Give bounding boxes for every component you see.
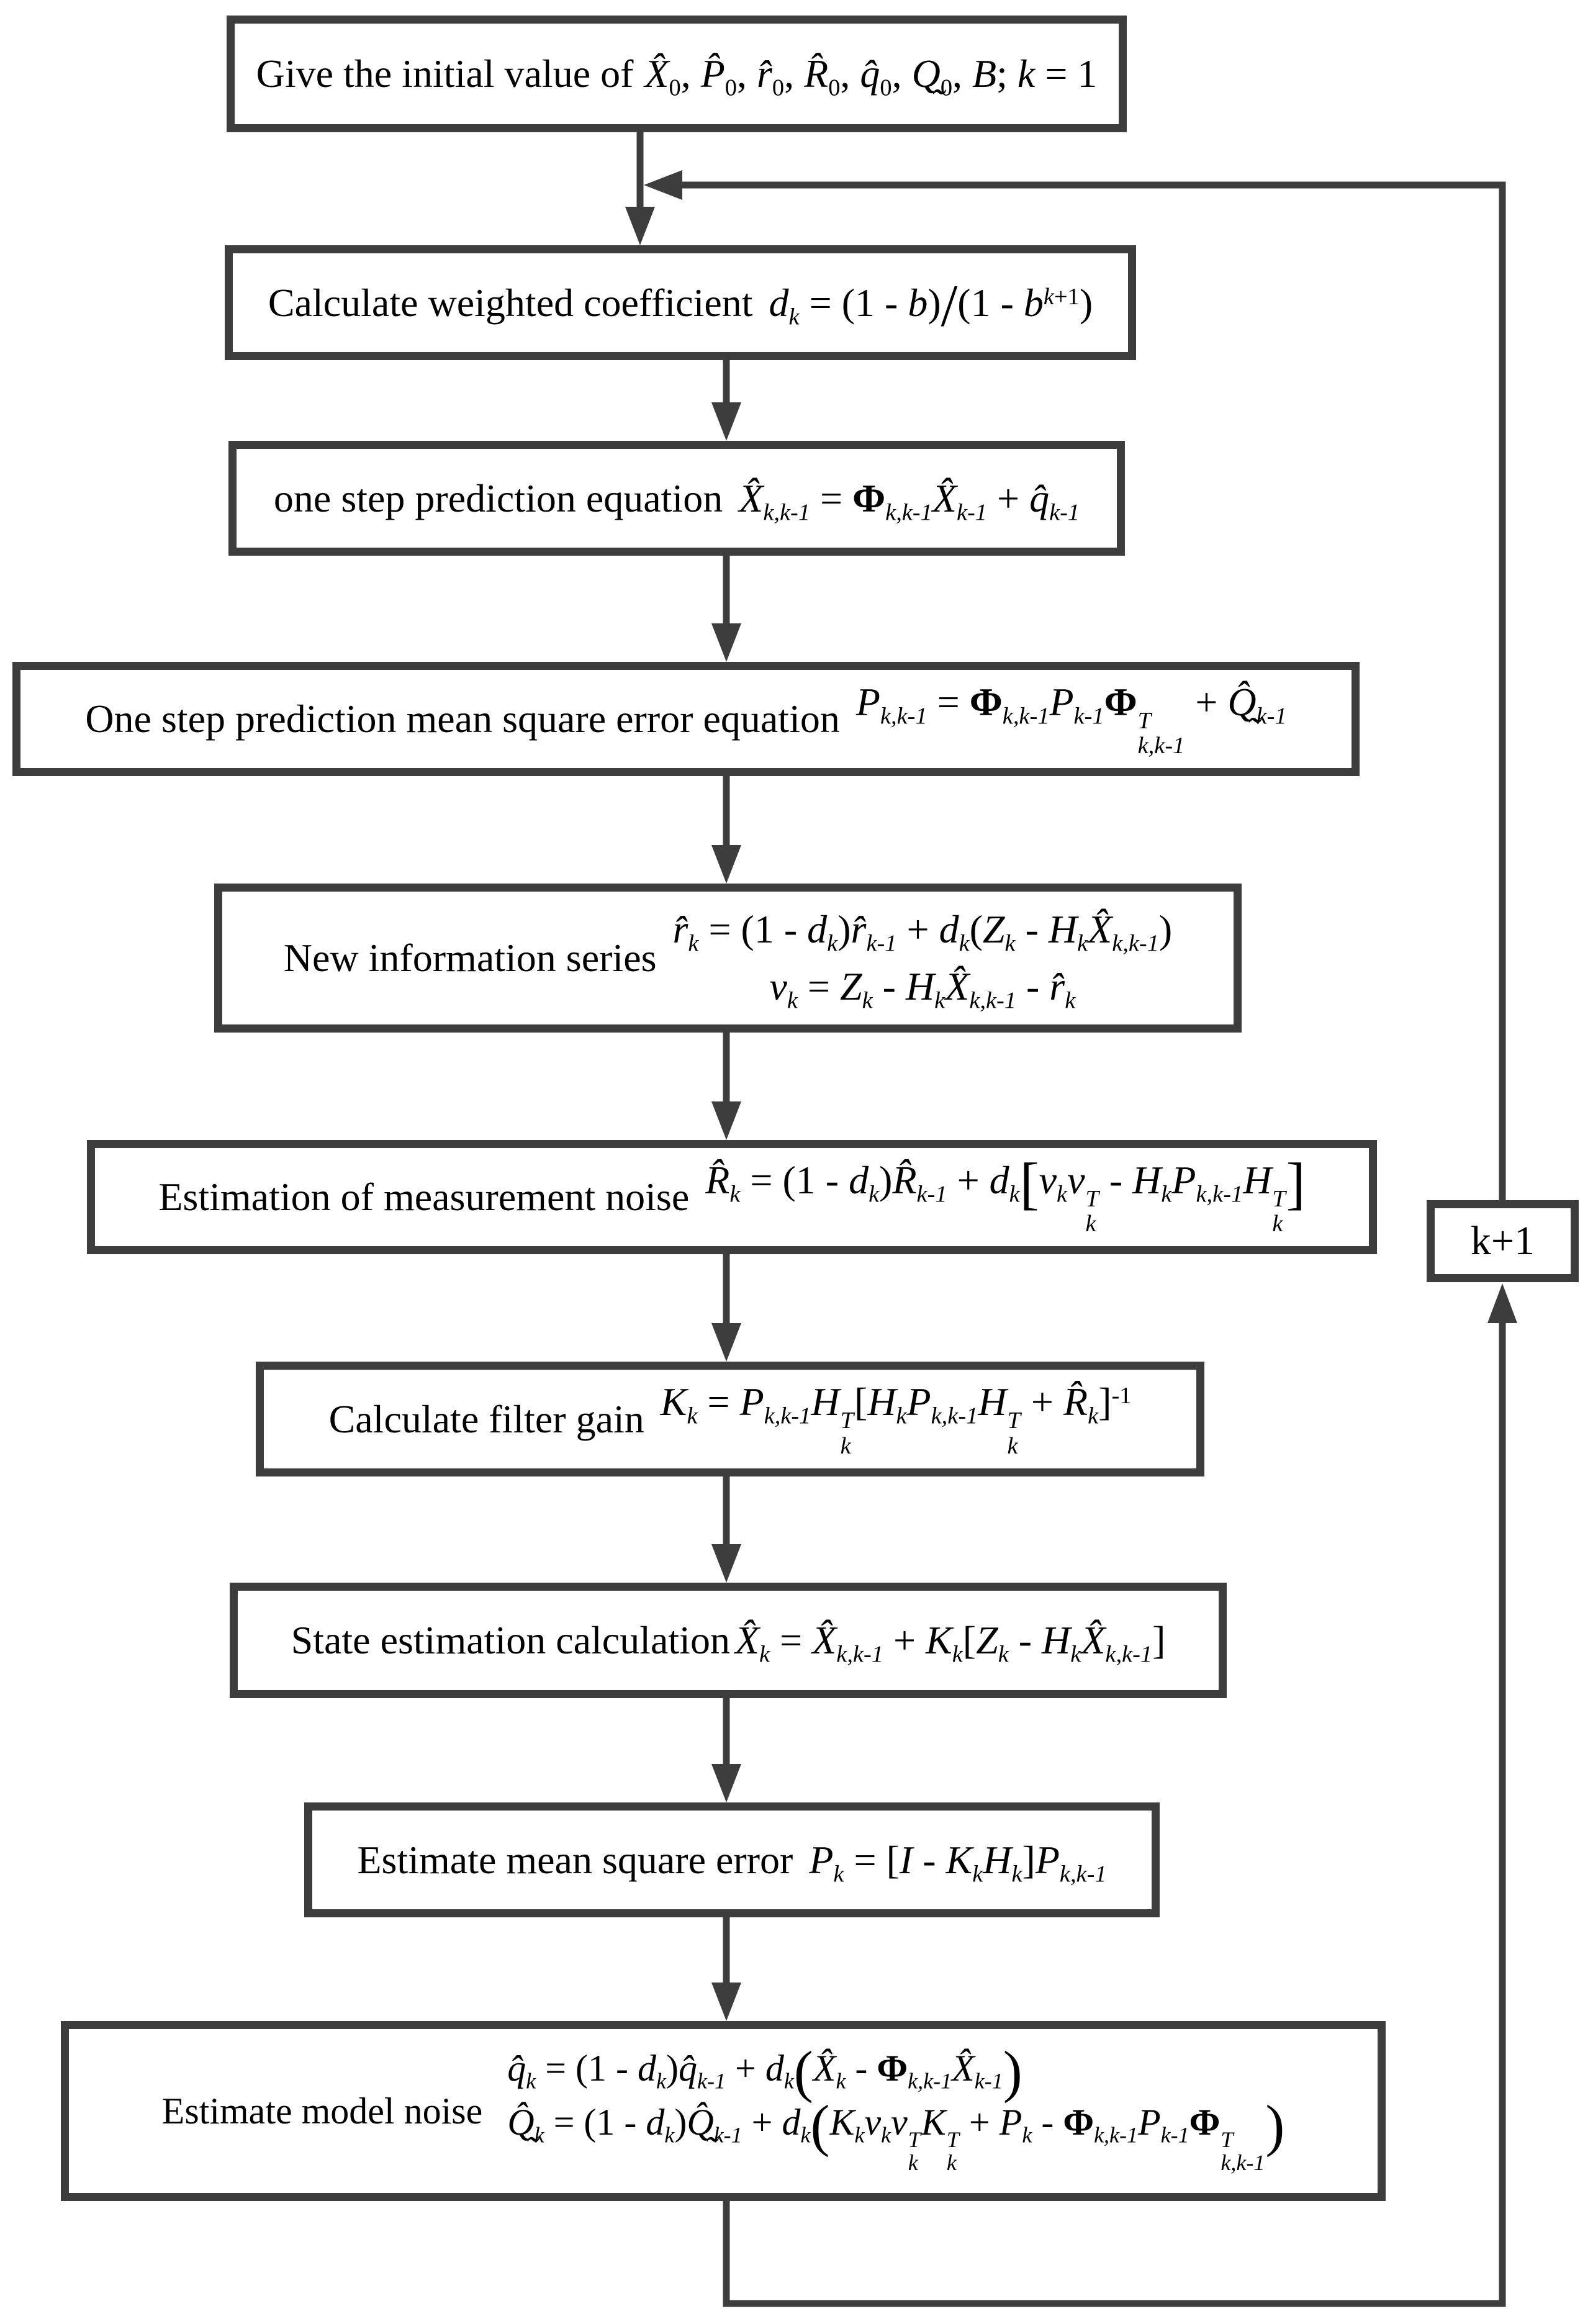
step-prediction-mse-label: One step prediction mean square error equation	[85, 697, 840, 741]
step-estimate-mse-equation: $P_k = [I - K_kH_k]P_{k,k-1}$	[809, 1837, 1107, 1888]
step-initial-values-equation: $X̂_0$, $P̂_0$, $r̂_0$, $R̂_0$, $q̂_0$, $Q̰_0$, B; k = 1	[644, 52, 1098, 101]
arrowhead-into-measurement	[711, 1101, 741, 1140]
step-one-step-prediction	[228, 441, 1125, 556]
step-measurement-noise-label: Estimation of measurement noise	[158, 1175, 690, 1219]
arrowhead-into-gain	[711, 1323, 741, 1362]
step-weighted-coefficient-equation: $d_k = (1 - b)/(1 - b^{k+1})$	[769, 272, 1093, 339]
arrowhead-into-state	[711, 1544, 741, 1583]
arrowhead-into-mse	[711, 623, 741, 662]
step-one-step-prediction-equation: $X̂_{k,k-1}$ = $\Phi_{k,k-1}X̂_{k-1}$ + $q̂_{k-1}$	[739, 476, 1080, 526]
loop-increment-box	[1427, 1200, 1579, 1282]
step-state-estimation-label: State estimation calculation	[291, 1618, 730, 1663]
step-state-estimation-equation: $X̂_k$ = $X̂_{k,k-1} + K_k[Z_k$ - $H_kX̂_{k,k-1}$]	[734, 1618, 1166, 1668]
step-innovation-series	[214, 884, 1242, 1033]
arrowhead-into-estmse	[711, 1764, 741, 1802]
step-weighted-coefficient	[225, 245, 1136, 360]
step-initial-values-label: Give the initial value of	[256, 52, 634, 96]
step-filter-gain	[256, 1362, 1204, 1476]
step-innovation-series-label: New information series	[283, 936, 657, 980]
arrowhead-into-model	[711, 1983, 741, 2021]
model-noise-equation-2: $Q̰̂_k = (1$ - $d_k)Q̰̂_{k-1} + d_k(K_k\nu_k\nu$ T k K T k + $P_k - \Phi_{k,k-1}P_{k-1}\Phi$ T k,k-1 )	[507, 2094, 1285, 2176]
step-model-noise-equations	[507, 2040, 1285, 2176]
arrowhead-feedback-junction	[644, 170, 682, 200]
step-filter-gain-label: Calculate filter gain	[328, 1396, 644, 1441]
arrowhead-into-prediction	[711, 402, 741, 441]
arrowhead-into-weighted	[625, 207, 655, 245]
innovation-equation-2: $\nu_k = Z_k$ - $H_kX̂_{k,k-1}$ - $r̂_k$	[769, 964, 1076, 1014]
arrowhead-into-innovation	[711, 845, 741, 884]
step-measurement-noise-equation: $R̂_k = (1$ - $d_k)R̂_{k-1} + d_k[\nu_k\nu$ T k - $H_kP_{k,k-1}H$ T k ]	[705, 1151, 1306, 1237]
step-filter-gain-equation: $K_k = P_{k,k-1}H$ T k [$H_kP_{k,k-1}H$ T k + $R̂_k]^{-1}$	[660, 1380, 1132, 1459]
step-innovation-series-equations	[672, 907, 1173, 1014]
loop-increment-label: k+1	[1470, 1218, 1535, 1264]
model-noise-equation-1: $q̂_k = (1$ - $d_k)q̂_{k-1}$ + $d_k(X̂_k$ - $\Phi_{k,k-1}X̂_{k-1}$)	[507, 2040, 1022, 2104]
step-measurement-noise	[87, 1140, 1377, 1254]
step-model-noise	[61, 2021, 1386, 2201]
step-prediction-mse	[12, 662, 1360, 776]
step-one-step-prediction-label: one step prediction equation	[273, 476, 723, 520]
innovation-equation-1: $r̂_k = (1$ - $d_k)r̂_{k-1} + d_k(Z_k$ - $H_kX̂_{k,k-1}$)	[672, 907, 1173, 957]
step-prediction-mse-equation: $P_{k,k-1} = \Phi_{k,k-1}P_{k-1}\Phi$ T k,k-1 + $Q̰̂_{k-1}$	[855, 679, 1287, 759]
arrowhead-into-loop-box	[1487, 1283, 1517, 1323]
step-model-noise-label: Estimate model noise	[161, 2090, 483, 2132]
step-initial-values	[227, 16, 1127, 132]
step-state-estimation	[230, 1583, 1227, 1698]
step-estimate-mse-label: Estimate mean square error	[357, 1837, 793, 1882]
step-weighted-coefficient-label: Calculate weighted coefficient	[268, 280, 753, 325]
step-estimate-mse	[304, 1802, 1160, 1917]
